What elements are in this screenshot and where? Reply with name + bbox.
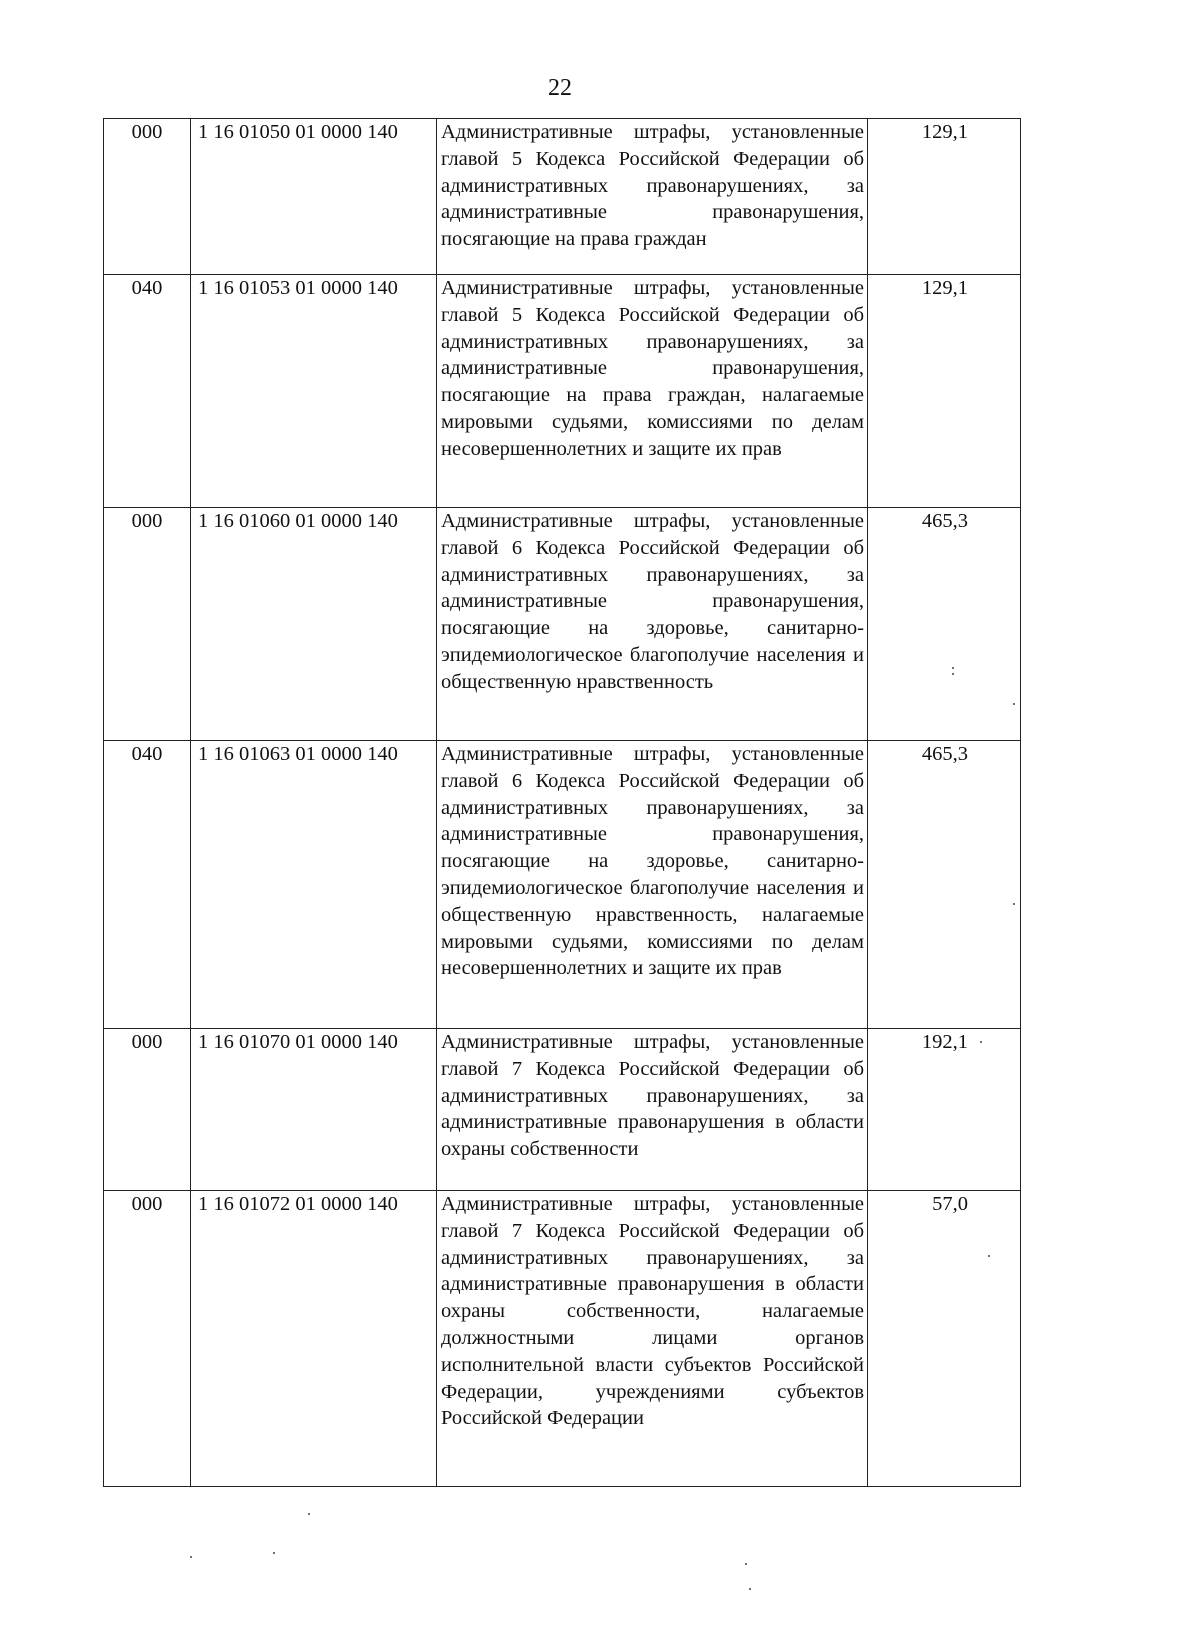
amount-cell: 465,3	[868, 508, 1021, 741]
scan-speck	[1013, 903, 1015, 905]
scan-speck	[1013, 703, 1015, 705]
revenue-name-cell: Административные штрафы, установленные главой 5 Кодекса Российской Федерации об административных правонарушениях, за административные правонарушения, посягающие на права граждан, налагаемые мировыми судьями, комиссиями по делам несовершеннолетних и защите их прав	[437, 275, 868, 508]
admin-code-cell: 000	[104, 508, 191, 741]
kbk-code-cell: 1 16 01072 01 0000 140	[191, 1191, 437, 1487]
revenue-name-cell: Административные штрафы, установленные главой 7 Кодекса Российской Федерации об административных правонарушениях, за административные правонарушения в области охраны собственности	[437, 1029, 868, 1191]
revenue-name-cell: Административные штрафы, установленные главой 5 Кодекса Российской Федерации об административных правонарушениях, за административные правонарушения, посягающие на права граждан	[437, 119, 868, 275]
admin-code-cell: 000	[104, 119, 191, 275]
revenue-name-cell: Административные штрафы, установленные главой 6 Кодекса Российской Федерации об административных правонарушениях, за административные правонарушения, посягающие на здоровье, санитарно-эпидемиологическое благополучие населения и общественную нравственность	[437, 508, 868, 741]
amount-cell: 465,3	[868, 741, 1021, 1029]
kbk-code-cell: 1 16 01063 01 0000 140	[191, 741, 437, 1029]
amount-cell: 57,0	[868, 1191, 1021, 1487]
scan-speck	[273, 1552, 275, 1554]
scan-speck	[749, 1588, 751, 1590]
kbk-code-cell: 1 16 01050 01 0000 140	[191, 119, 437, 275]
table-row	[104, 1191, 1021, 1487]
amount-cell: 192,1	[868, 1029, 1021, 1191]
table-row	[104, 1029, 1021, 1191]
admin-code-cell: 000	[104, 1191, 191, 1487]
admin-code-cell: 000	[104, 1029, 191, 1191]
kbk-code-cell: 1 16 01060 01 0000 140	[191, 508, 437, 741]
kbk-code-cell: 1 16 01053 01 0000 140	[191, 275, 437, 508]
revenue-name-cell: Административные штрафы, установленные главой 6 Кодекса Российской Федерации об административных правонарушениях, за административные правонарушения, посягающие на здоровье, санитарно-эпидемиологическое благополучие населения и общественную нравственность, налагаемые мировыми судьями, комиссиями по делам несовершеннолетних и защите их прав	[437, 741, 868, 1029]
kbk-code-cell: 1 16 01070 01 0000 140	[191, 1029, 437, 1191]
table-row	[104, 119, 1021, 275]
admin-code-cell: 040	[104, 741, 191, 1029]
scan-speck	[980, 1041, 982, 1043]
scan-speck	[988, 1255, 990, 1257]
table-row	[104, 741, 1021, 1029]
table-row	[104, 508, 1021, 741]
revenue-table	[103, 118, 1021, 1487]
amount-cell: 129,1	[868, 119, 1021, 275]
scan-speck	[952, 673, 954, 675]
admin-code-cell: 040	[104, 275, 191, 508]
amount-cell: 129,1	[868, 275, 1021, 508]
scan-speck	[745, 1563, 747, 1565]
page-number: 22	[548, 75, 572, 101]
scan-speck	[952, 667, 954, 669]
table-row	[104, 275, 1021, 508]
revenue-name-cell: Административные штрафы, установленные главой 7 Кодекса Российской Федерации об административных правонарушениях, за административные правонарушения в области охраны собственности, налагаемые должностными лицами органов исполнительной власти субъектов Российской Федерации, учреждениями субъектов Российской Федерации	[437, 1191, 868, 1487]
scan-speck	[190, 1556, 192, 1558]
scan-speck	[308, 1513, 310, 1515]
